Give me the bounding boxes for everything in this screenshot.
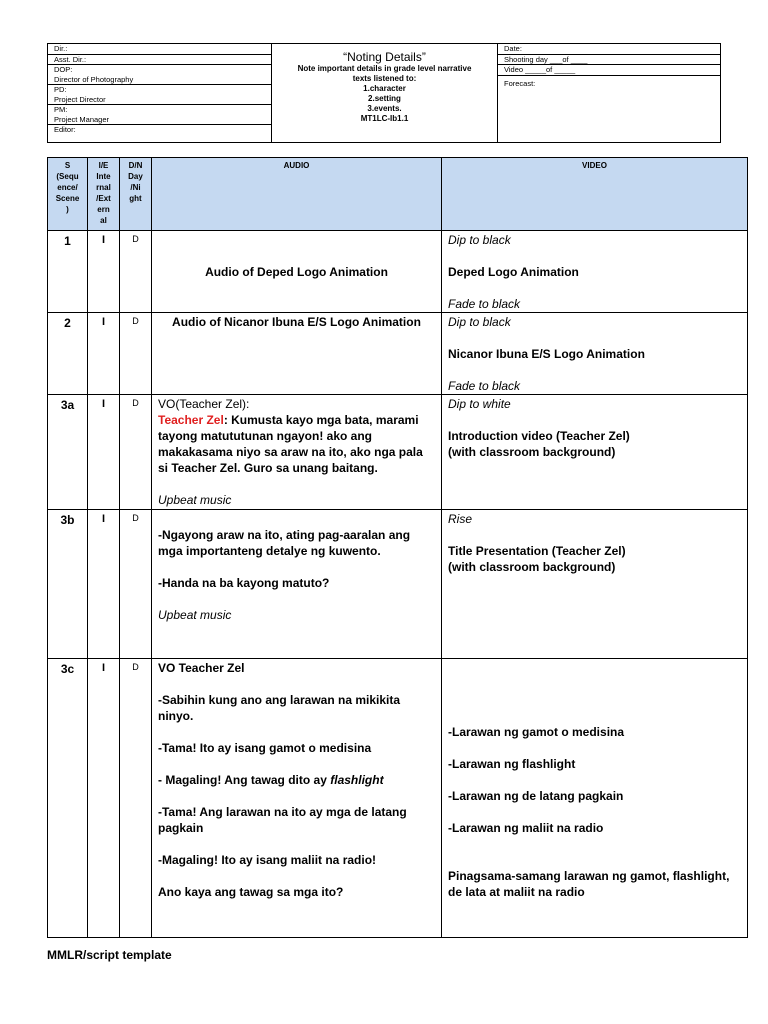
audio-cell [152, 395, 442, 510]
speech-text: : Kumusta kayo mga bata, marami tayong matututunan ngayon! ako ang makakasama niyo sa araw na ito, ako nga pala si Teacher Zel. Guro sa unang baitang. [158, 413, 423, 475]
lesson-code: MT1LC-Ib1.1 [360, 114, 409, 123]
audio-text: Audio of Nicanor Ibuna E/S Logo Animation [172, 315, 421, 329]
footer-label: MMLR/script template [47, 948, 172, 962]
audio-line: -Ngayong araw na ito, ating pag-aaralan ang mga importanteng detalye ng kuwento. [158, 528, 411, 558]
table-header-row [48, 158, 748, 231]
lesson-objective-5: 3.events. [367, 104, 402, 113]
transition-in: Dip to black [448, 315, 511, 329]
vo-label: VO Teacher Zel [158, 661, 245, 675]
audio-cell [152, 231, 442, 313]
crew-pd: PD: [54, 85, 67, 94]
lesson-objective-3: 1.character [363, 84, 406, 93]
schedule-block [497, 44, 720, 142]
video-field: Video _____of _____ [498, 65, 720, 76]
ie-value: I [88, 313, 120, 395]
audio-line: -Tama! Ang larawan na ito ay mga de latang pagkain [158, 805, 407, 835]
crew-dop-full: Director of Photography [48, 75, 271, 86]
video-text: Introduction video (Teacher Zel) [448, 429, 630, 443]
video-cell [442, 231, 748, 313]
dialogue [158, 412, 435, 476]
audio-line: -Sabihin kung ano ang larawan na mikikita ninyo. [158, 693, 401, 723]
video-line: -Larawan ng de latang pagkain [448, 789, 624, 803]
video-cell [442, 510, 748, 659]
audio-line: Ano kaya ang tawag sa mga ito? [158, 885, 344, 899]
crew-list [48, 44, 272, 142]
col-interior-exterior: I/E Inte rnal /Ext ern al [88, 158, 120, 231]
video-cell [442, 659, 748, 938]
lesson-title-block [272, 44, 497, 142]
col-audio: AUDIO [152, 158, 442, 231]
crew-editor: Editor: [54, 125, 76, 134]
forecast-field: Forecast: [504, 78, 536, 88]
audio-line: - Magaling! Ang tawag dito ay flashlight [158, 773, 384, 787]
lesson-title: “Noting Details” [343, 50, 426, 64]
table-row [48, 510, 748, 659]
dn-value: D [120, 510, 152, 659]
crew-pm: PM: [54, 105, 68, 114]
transition-in: Dip to white [448, 397, 511, 411]
video-line: Pinagsama-samang larawan ng gamot, flashlight, de lata at maliit na radio [448, 869, 730, 899]
dn-value: D [120, 659, 152, 938]
crew-dop: DOP: [54, 65, 73, 74]
audio-cell [152, 313, 442, 395]
video-line: -Larawan ng maliit na radio [448, 821, 604, 835]
emphasis-word: flashlight [330, 773, 384, 787]
audio-line: -Handa na ba kayong matuto? [158, 576, 330, 590]
video-note: (with classroom background) [448, 560, 616, 574]
transition-out: Fade to black [448, 297, 521, 311]
table-row [48, 313, 748, 395]
audio-line: -Magaling! Ito ay isang maliit na radio! [158, 853, 377, 867]
table-row [48, 659, 748, 938]
music-cue: Upbeat music [158, 493, 232, 507]
shooting-day-field: Shooting day ___of ____ [498, 55, 720, 66]
audio-line: -Tama! Ito ay isang gamot o medisina [158, 741, 372, 755]
dn-value: D [120, 395, 152, 510]
table-row [48, 231, 748, 313]
video-text: Deped Logo Animation [448, 265, 579, 279]
col-scene: S (Sequ ence/ Scene ) [48, 158, 88, 231]
scene-number: 3a [48, 395, 88, 510]
audio-cell [152, 659, 442, 938]
ie-value: I [88, 231, 120, 313]
scene-number: 2 [48, 313, 88, 395]
script-table [47, 157, 748, 938]
transition-in: Rise [448, 512, 473, 526]
video-note: (with classroom background) [448, 445, 616, 459]
music-cue: Upbeat music [158, 608, 232, 622]
dn-value: D [120, 313, 152, 395]
speaker-name: Teacher Zel [158, 413, 224, 427]
crew-asst-dir: Asst. Dir.: [48, 55, 271, 66]
audio-cell [152, 510, 442, 659]
video-text: Title Presentation (Teacher Zel) [448, 544, 626, 558]
video-text: Nicanor Ibuna E/S Logo Animation [448, 347, 645, 361]
video-line: -Larawan ng gamot o medisina [448, 725, 625, 739]
col-video: VIDEO [442, 158, 748, 231]
lesson-objective-4: 2.setting [368, 94, 401, 103]
ie-value: I [88, 510, 120, 659]
video-line: -Larawan ng flashlight [448, 757, 576, 771]
dn-value: D [120, 231, 152, 313]
crew-dir: Dir.: [48, 44, 271, 55]
header-block [47, 43, 721, 143]
scene-number: 1 [48, 231, 88, 313]
transition-out: Fade to black [448, 379, 521, 393]
col-day-night: D/N Day /Ni ght [120, 158, 152, 231]
table-row [48, 395, 748, 510]
transition-in: Dip to black [448, 233, 511, 247]
vo-label: VO(Teacher Zel): [158, 397, 250, 411]
video-cell [442, 395, 748, 510]
scene-number: 3b [48, 510, 88, 659]
video-cell [442, 313, 748, 395]
scene-number: 3c [48, 659, 88, 938]
audio-text: Audio of Deped Logo Animation [205, 265, 388, 279]
ie-value: I [88, 659, 120, 938]
lesson-objective-1: Note important details in grade level narrative [297, 64, 472, 73]
crew-pd-full: Project Director [48, 95, 271, 106]
crew-pm-full: Project Manager [48, 115, 271, 126]
ie-value: I [88, 395, 120, 510]
lesson-objective-2: texts listened to: [352, 74, 417, 83]
date-field: Date: [498, 44, 720, 55]
